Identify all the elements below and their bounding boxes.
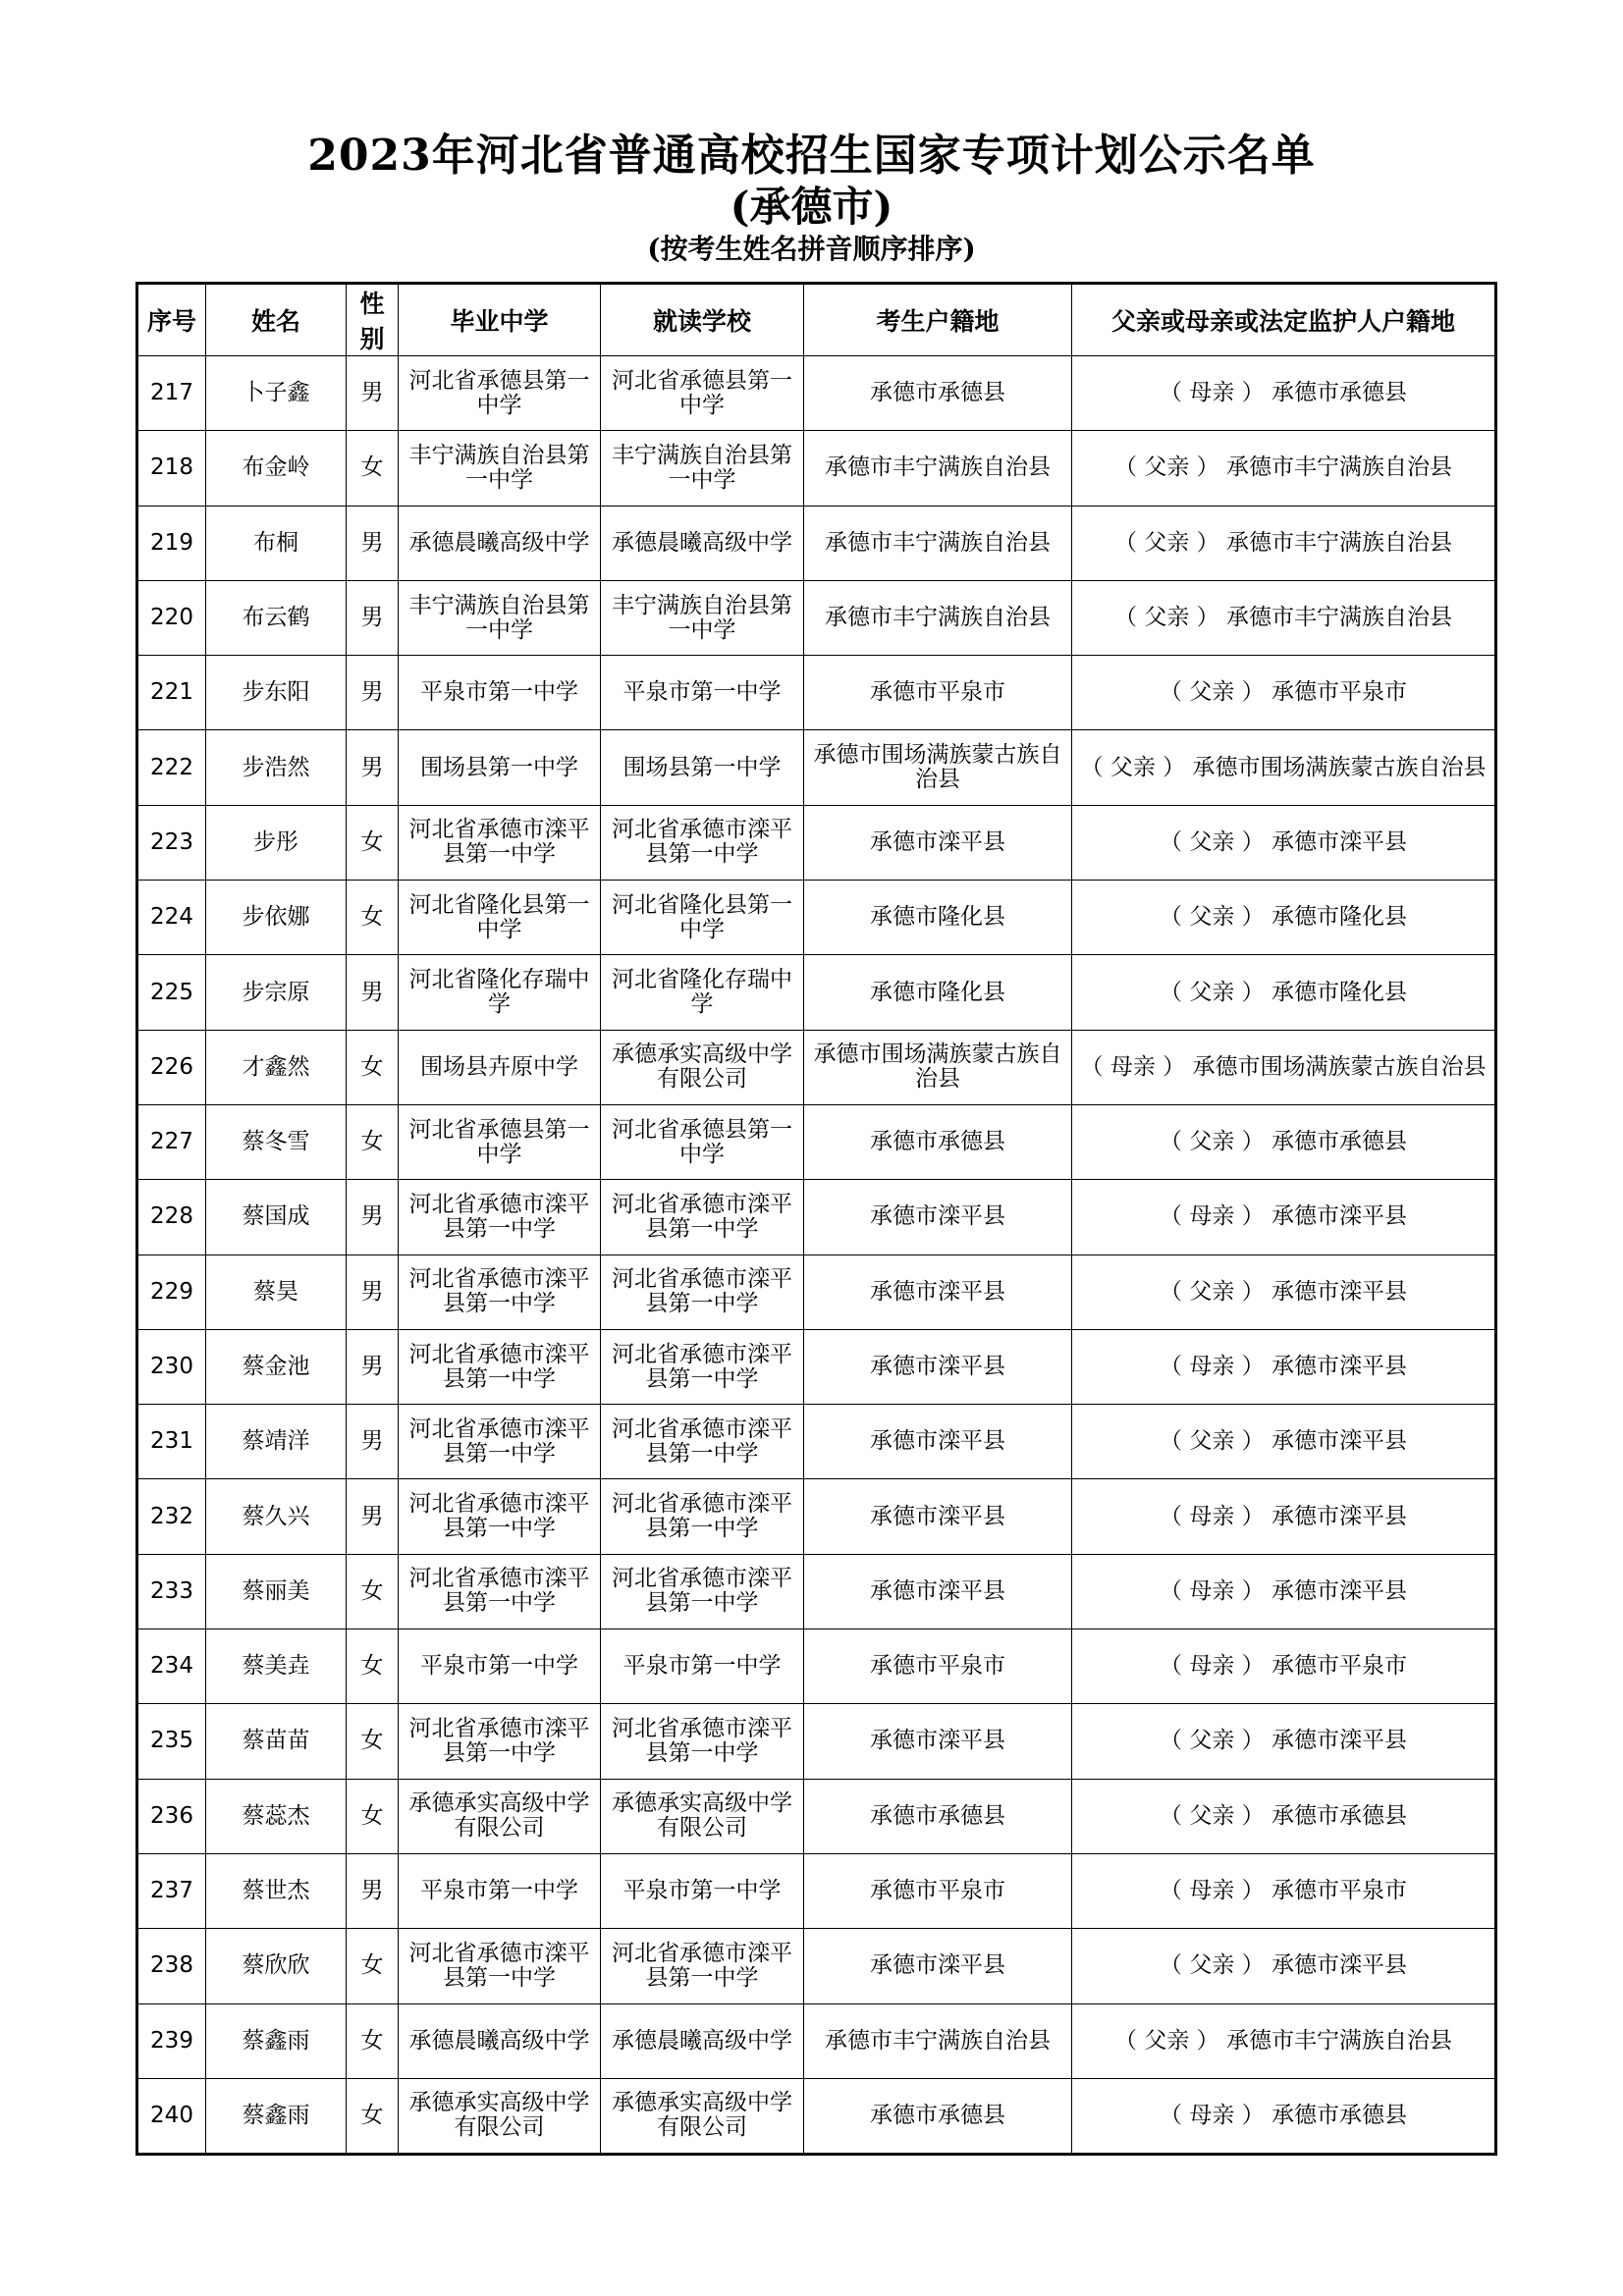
cell-guardian-residence: （ 母亲 ） 承德市承德县 [1072, 356, 1496, 431]
cell-graduation-school: 河北省承德市滦平县第一中学 [399, 1329, 601, 1404]
cell-gender: 女 [347, 1704, 399, 1779]
table-row [137, 1779, 1496, 1853]
sort-note: (按考生姓名拼音顺序排序) [647, 233, 976, 265]
table-row [137, 656, 1496, 730]
cell-student-residence: 承德市丰宁满族自治县 [804, 2003, 1072, 2078]
cell-current-school: 河北省承德市滦平县第一中学 [601, 805, 804, 880]
cell-gender: 女 [347, 1554, 399, 1629]
header-graduation-school: 毕业中学 [399, 284, 601, 356]
cell-index: 232 [137, 1479, 206, 1554]
cell-gender: 男 [347, 506, 399, 580]
cell-student-residence: 承德市滦平县 [804, 1180, 1072, 1255]
header-guardian-residence: 父亲或母亲或法定监护人户籍地 [1072, 284, 1496, 356]
cell-gender: 女 [347, 805, 399, 880]
table-row [137, 1180, 1496, 1255]
cell-student-residence: 承德市承德县 [804, 1104, 1072, 1179]
cell-graduation-school: 河北省承德市滦平县第一中学 [399, 1180, 601, 1255]
cell-guardian-residence: （ 父亲 ） 承德市丰宁满族自治县 [1072, 431, 1496, 506]
cell-gender: 男 [347, 1479, 399, 1554]
roster-table [135, 282, 1497, 2156]
cell-student-residence: 承德市丰宁满族自治县 [804, 580, 1072, 655]
cell-graduation-school: 平泉市第一中学 [399, 1853, 601, 1928]
cell-gender: 女 [347, 881, 399, 955]
cell-graduation-school: 河北省隆化存瑞中学 [399, 955, 601, 1030]
header-row [137, 284, 1496, 356]
roster-body [137, 356, 1496, 2155]
cell-index: 218 [137, 431, 206, 506]
cell-index: 219 [137, 506, 206, 580]
cell-index: 226 [137, 1030, 206, 1104]
cell-name: 布云鹤 [206, 580, 347, 655]
cell-index: 238 [137, 1929, 206, 2003]
cell-name: 蔡蕊杰 [206, 1779, 347, 1853]
cell-guardian-residence: （ 父亲 ） 承德市滦平县 [1072, 1704, 1496, 1779]
cell-student-residence: 承德市滦平县 [804, 1704, 1072, 1779]
cell-guardian-residence: （ 父亲 ） 承德市丰宁满族自治县 [1072, 506, 1496, 580]
cell-graduation-school: 河北省承德市滦平县第一中学 [399, 1479, 601, 1554]
cell-current-school: 河北省承德市滦平县第一中学 [601, 1704, 804, 1779]
page-title: 2023年河北省普通高校招生国家专项计划公示名单 [307, 131, 1316, 181]
cell-index: 231 [137, 1405, 206, 1479]
cell-current-school: 承德承实高级中学有限公司 [601, 1779, 804, 1853]
cell-graduation-school: 丰宁满族自治县第一中学 [399, 431, 601, 506]
cell-current-school: 平泉市第一中学 [601, 656, 804, 730]
cell-student-residence: 承德市滦平县 [804, 1329, 1072, 1404]
cell-current-school: 河北省承德县第一中学 [601, 356, 804, 431]
cell-name: 卜子鑫 [206, 356, 347, 431]
cell-current-school: 河北省承德市滦平县第一中学 [601, 1180, 804, 1255]
cell-name: 蔡丽美 [206, 1554, 347, 1629]
cell-index: 224 [137, 881, 206, 955]
cell-current-school: 围场县第一中学 [601, 730, 804, 805]
cell-name: 步宗原 [206, 955, 347, 1030]
cell-guardian-residence: （ 母亲 ） 承德市承德县 [1072, 2078, 1496, 2154]
header-index: 序号 [137, 284, 206, 356]
cell-guardian-residence: （ 父亲 ） 承德市隆化县 [1072, 955, 1496, 1030]
cell-graduation-school: 河北省隆化县第一中学 [399, 881, 601, 955]
header-name: 姓名 [206, 284, 347, 356]
cell-current-school: 河北省承德市滦平县第一中学 [601, 1255, 804, 1329]
cell-student-residence: 承德市围场满族蒙古族自治县 [804, 1030, 1072, 1104]
cell-guardian-residence: （ 母亲 ） 承德市平泉市 [1072, 1629, 1496, 1704]
table-row [137, 1255, 1496, 1329]
cell-gender: 女 [347, 1629, 399, 1704]
cell-gender: 女 [347, 1030, 399, 1104]
cell-guardian-residence: （ 父亲 ） 承德市滦平县 [1072, 1255, 1496, 1329]
cell-current-school: 承德晨曦高级中学 [601, 506, 804, 580]
cell-student-residence: 承德市滦平县 [804, 805, 1072, 880]
table-row [137, 1629, 1496, 1704]
cell-index: 240 [137, 2078, 206, 2154]
cell-student-residence: 承德市承德县 [804, 2078, 1072, 2154]
cell-student-residence: 承德市丰宁满族自治县 [804, 506, 1072, 580]
cell-name: 才鑫然 [206, 1030, 347, 1104]
cell-name: 蔡鑫雨 [206, 2078, 347, 2154]
cell-name: 蔡昊 [206, 1255, 347, 1329]
cell-gender: 男 [347, 1180, 399, 1255]
cell-guardian-residence: （ 母亲 ） 承德市滦平县 [1072, 1479, 1496, 1554]
cell-student-residence: 承德市承德县 [804, 356, 1072, 431]
cell-current-school: 河北省承德县第一中学 [601, 1104, 804, 1179]
cell-guardian-residence: （ 父亲 ） 承德市丰宁满族自治县 [1072, 2003, 1496, 2078]
cell-student-residence: 承德市平泉市 [804, 656, 1072, 730]
cell-guardian-residence: （ 母亲 ） 承德市滦平县 [1072, 1180, 1496, 1255]
cell-name: 蔡靖洋 [206, 1405, 347, 1479]
cell-name: 蔡美垚 [206, 1629, 347, 1704]
cell-student-residence: 承德市隆化县 [804, 955, 1072, 1030]
cell-gender: 男 [347, 1255, 399, 1329]
cell-graduation-school: 河北省承德市滦平县第一中学 [399, 1929, 601, 2003]
cell-guardian-residence: （ 母亲 ） 承德市滦平县 [1072, 1329, 1496, 1404]
table-row [137, 356, 1496, 431]
cell-current-school: 河北省承德市滦平县第一中学 [601, 1329, 804, 1404]
table-row [137, 506, 1496, 580]
table-row [137, 881, 1496, 955]
cell-index: 217 [137, 356, 206, 431]
cell-graduation-school: 河北省承德市滦平县第一中学 [399, 1405, 601, 1479]
cell-index: 233 [137, 1554, 206, 1629]
cell-current-school: 河北省承德市滦平县第一中学 [601, 1929, 804, 2003]
cell-guardian-residence: （ 父亲 ） 承德市滦平县 [1072, 1405, 1496, 1479]
cell-gender: 男 [347, 955, 399, 1030]
cell-gender: 女 [347, 1779, 399, 1853]
cell-gender: 男 [347, 356, 399, 431]
cell-index: 225 [137, 955, 206, 1030]
cell-name: 布桐 [206, 506, 347, 580]
cell-name: 蔡冬雪 [206, 1104, 347, 1179]
cell-index: 223 [137, 805, 206, 880]
cell-gender: 男 [347, 1405, 399, 1479]
table-row [137, 580, 1496, 655]
cell-student-residence: 承德市滦平县 [804, 1405, 1072, 1479]
header-student-residence: 考生户籍地 [804, 284, 1072, 356]
cell-graduation-school: 围场县卉原中学 [399, 1030, 601, 1104]
table-row [137, 1030, 1496, 1104]
cell-student-residence: 承德市滦平县 [804, 1479, 1072, 1554]
table-row [137, 1554, 1496, 1629]
cell-gender: 男 [347, 656, 399, 730]
cell-current-school: 河北省承德市滦平县第一中学 [601, 1405, 804, 1479]
cell-current-school: 承德晨曦高级中学 [601, 2003, 804, 2078]
cell-current-school: 承德承实高级中学有限公司 [601, 2078, 804, 2154]
cell-guardian-residence: （ 父亲 ） 承德市围场满族蒙古族自治县 [1072, 730, 1496, 805]
cell-gender: 男 [347, 580, 399, 655]
cell-index: 234 [137, 1629, 206, 1704]
cell-graduation-school: 承德晨曦高级中学 [399, 2003, 601, 2078]
cell-graduation-school: 河北省承德市滦平县第一中学 [399, 1255, 601, 1329]
cell-index: 236 [137, 1779, 206, 1853]
cell-name: 蔡久兴 [206, 1479, 347, 1554]
table-row [137, 431, 1496, 506]
cell-gender: 女 [347, 431, 399, 506]
cell-guardian-residence: （ 父亲 ） 承德市平泉市 [1072, 656, 1496, 730]
cell-name: 蔡欣欣 [206, 1929, 347, 2003]
cell-guardian-residence: （ 父亲 ） 承德市承德县 [1072, 1104, 1496, 1179]
cell-student-residence: 承德市丰宁满族自治县 [804, 431, 1072, 506]
page-subtitle: (承德市) [730, 183, 893, 231]
cell-student-residence: 承德市滦平县 [804, 1554, 1072, 1629]
cell-student-residence: 承德市承德县 [804, 1779, 1072, 1853]
cell-index: 237 [137, 1853, 206, 1928]
table-row [137, 2003, 1496, 2078]
cell-name: 步彤 [206, 805, 347, 880]
cell-guardian-residence: （ 父亲 ） 承德市承德县 [1072, 1779, 1496, 1853]
cell-student-residence: 承德市围场满族蒙古族自治县 [804, 730, 1072, 805]
cell-gender: 女 [347, 1929, 399, 2003]
cell-graduation-school: 河北省承德县第一中学 [399, 356, 601, 431]
table-row [137, 1853, 1496, 1928]
table-row [137, 2078, 1496, 2154]
cell-index: 235 [137, 1704, 206, 1779]
cell-name: 蔡金池 [206, 1329, 347, 1404]
cell-graduation-school: 河北省承德市滦平县第一中学 [399, 1704, 601, 1779]
cell-gender: 男 [347, 730, 399, 805]
cell-name: 蔡世杰 [206, 1853, 347, 1928]
cell-graduation-school: 河北省承德县第一中学 [399, 1104, 601, 1179]
cell-graduation-school: 承德承实高级中学有限公司 [399, 2078, 601, 2154]
cell-name: 步依娜 [206, 881, 347, 955]
cell-index: 229 [137, 1255, 206, 1329]
cell-gender: 女 [347, 2003, 399, 2078]
cell-name: 蔡鑫雨 [206, 2003, 347, 2078]
cell-gender: 女 [347, 1104, 399, 1179]
cell-name: 蔡国成 [206, 1180, 347, 1255]
cell-guardian-residence: （ 父亲 ） 承德市丰宁满族自治县 [1072, 580, 1496, 655]
cell-index: 227 [137, 1104, 206, 1179]
cell-graduation-school: 承德承实高级中学有限公司 [399, 1779, 601, 1853]
cell-graduation-school: 河北省承德市滦平县第一中学 [399, 1554, 601, 1629]
cell-student-residence: 承德市隆化县 [804, 881, 1072, 955]
cell-guardian-residence: （ 父亲 ） 承德市滦平县 [1072, 805, 1496, 880]
cell-index: 221 [137, 656, 206, 730]
cell-name: 蔡苗苗 [206, 1704, 347, 1779]
cell-graduation-school: 承德晨曦高级中学 [399, 506, 601, 580]
cell-current-school: 平泉市第一中学 [601, 1629, 804, 1704]
cell-student-residence: 承德市滦平县 [804, 1929, 1072, 2003]
cell-guardian-residence: （ 母亲 ） 承德市滦平县 [1072, 1554, 1496, 1629]
cell-graduation-school: 平泉市第一中学 [399, 656, 601, 730]
cell-graduation-school: 河北省承德市滦平县第一中学 [399, 805, 601, 880]
cell-current-school: 河北省承德市滦平县第一中学 [601, 1554, 804, 1629]
cell-student-residence: 承德市滦平县 [804, 1255, 1072, 1329]
header-current-school: 就读学校 [601, 284, 804, 356]
cell-current-school: 河北省隆化县第一中学 [601, 881, 804, 955]
cell-guardian-residence: （ 父亲 ） 承德市隆化县 [1072, 881, 1496, 955]
table-row [137, 730, 1496, 805]
cell-index: 222 [137, 730, 206, 805]
cell-current-school: 河北省隆化存瑞中学 [601, 955, 804, 1030]
cell-current-school: 河北省承德市滦平县第一中学 [601, 1479, 804, 1554]
table-row [137, 1329, 1496, 1404]
cell-current-school: 丰宁满族自治县第一中学 [601, 431, 804, 506]
cell-student-residence: 承德市平泉市 [804, 1629, 1072, 1704]
cell-index: 239 [137, 2003, 206, 2078]
cell-guardian-residence: （ 父亲 ） 承德市滦平县 [1072, 1929, 1496, 2003]
cell-graduation-school: 围场县第一中学 [399, 730, 601, 805]
cell-gender: 女 [347, 2078, 399, 2154]
cell-guardian-residence: （ 母亲 ） 承德市平泉市 [1072, 1853, 1496, 1928]
cell-index: 220 [137, 580, 206, 655]
cell-name: 布金岭 [206, 431, 347, 506]
table-row [137, 1929, 1496, 2003]
cell-current-school: 平泉市第一中学 [601, 1853, 804, 1928]
table-row [137, 1104, 1496, 1179]
cell-index: 228 [137, 1180, 206, 1255]
cell-index: 230 [137, 1329, 206, 1404]
cell-student-residence: 承德市平泉市 [804, 1853, 1072, 1928]
cell-gender: 男 [347, 1853, 399, 1928]
cell-graduation-school: 丰宁满族自治县第一中学 [399, 580, 601, 655]
cell-name: 步浩然 [206, 730, 347, 805]
cell-current-school: 承德承实高级中学有限公司 [601, 1030, 804, 1104]
table-row [137, 1405, 1496, 1479]
table-row [137, 1704, 1496, 1779]
cell-gender: 男 [347, 1329, 399, 1404]
cell-name: 步东阳 [206, 656, 347, 730]
cell-current-school: 丰宁满族自治县第一中学 [601, 580, 804, 655]
table-row [137, 955, 1496, 1030]
header-gender: 性别 [347, 284, 399, 356]
cell-guardian-residence: （ 母亲 ） 承德市围场满族蒙古族自治县 [1072, 1030, 1496, 1104]
table-row [137, 805, 1496, 880]
cell-graduation-school: 平泉市第一中学 [399, 1629, 601, 1704]
table-row [137, 1479, 1496, 1554]
